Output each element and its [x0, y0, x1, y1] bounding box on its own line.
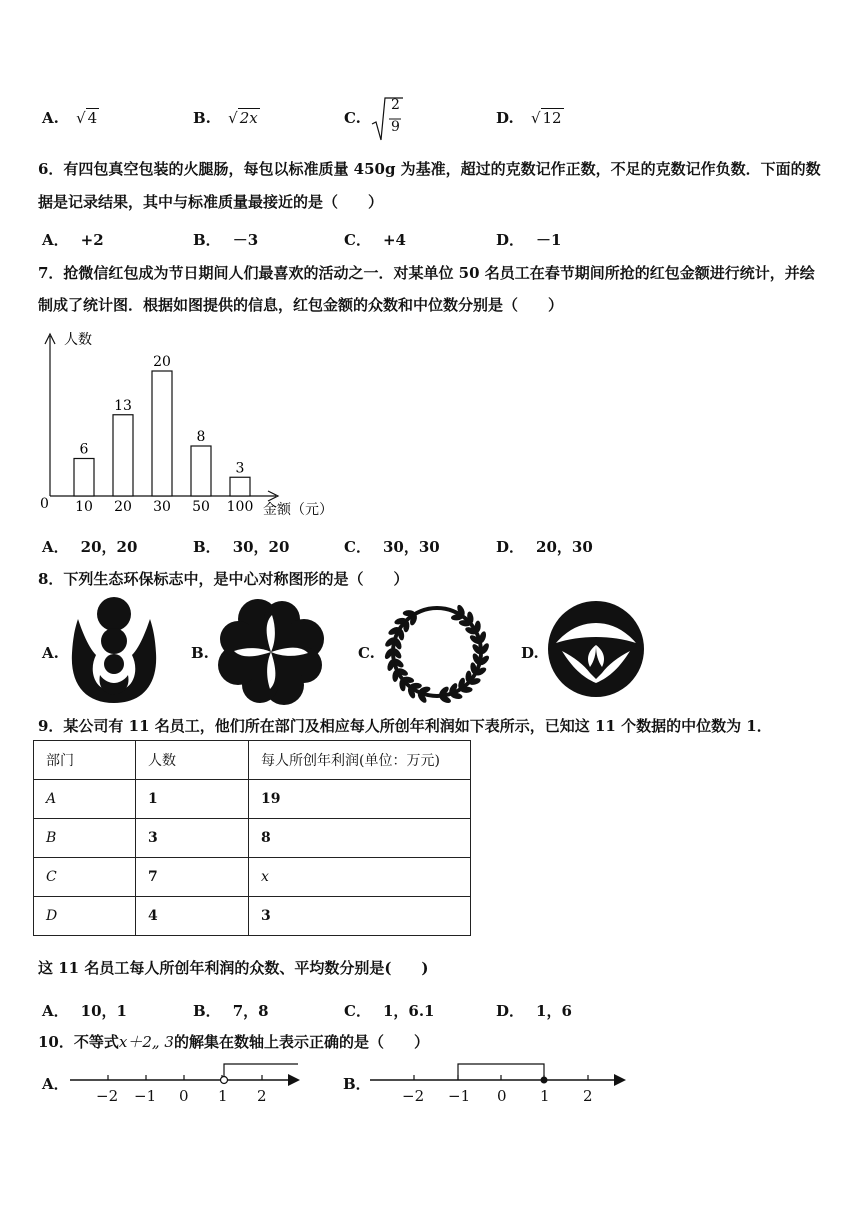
q7-option-a[interactable]: A． 20，20 — [42, 538, 138, 556]
tulip-logo-icon[interactable] — [64, 597, 164, 705]
arrow-right-icon — [288, 1074, 300, 1086]
open-dot-icon — [221, 1077, 228, 1084]
tick-label: 1 — [540, 1087, 550, 1105]
q9-option-b[interactable]: B． 7，8 — [193, 1002, 269, 1020]
bar-10 — [74, 459, 94, 497]
x-tick-label: 20 — [114, 499, 132, 515]
table-header-cell: 部门 — [34, 741, 136, 780]
q6-stem-line1: 6．有四包真空包装的火腿肠，每包以标准质量 450g 为基准，超过的克数记作正数，不足的克数记作负数．下面的数 — [38, 160, 821, 178]
table-cell: D — [34, 897, 136, 936]
q8-stem: 8．下列生态环保标志中，是中心对称图形的是（ ） — [38, 570, 409, 588]
table-cell: 3 — [136, 819, 249, 858]
number-line-a[interactable] — [66, 1058, 306, 1088]
laurel-wreath-logo-icon[interactable] — [382, 597, 492, 707]
tick-label: −1 — [448, 1087, 471, 1105]
arrow-right-icon — [614, 1074, 626, 1086]
table-cell: 1 — [136, 780, 249, 819]
x-tick-label: 100 — [226, 499, 254, 515]
q8-option-b-label[interactable]: B. — [191, 644, 209, 662]
x-tick-label: 50 — [192, 499, 210, 515]
bar-chart — [30, 326, 350, 526]
q8-option-c-label[interactable]: C. — [358, 644, 375, 662]
table-header-cell: 每人所创年利润(单位：万元) — [249, 741, 471, 780]
bar-value-label: 20 — [153, 354, 171, 370]
table-header-row — [34, 741, 471, 780]
table-cell: 19 — [249, 780, 471, 819]
table-cell: C — [34, 858, 136, 897]
q10-stem: 10．不等式x＋2„ 3的解集在数轴上表示正确的是（ ） — [38, 1033, 429, 1051]
y-axis-label: 人数 — [64, 332, 92, 348]
q6-option-a[interactable]: A． +2 — [42, 231, 104, 249]
inequality-expression: x＋2„ 3 — [118, 1033, 174, 1051]
bar-value-label: 13 — [114, 397, 132, 414]
q7-stem-line2: 制成了统计图．根据如图提供的信息，红包金额的众数和中位数分别是（ ） — [38, 296, 564, 314]
q9-option-a[interactable]: A． 10，1 — [42, 1002, 127, 1020]
tick-label: −1 — [134, 1087, 157, 1105]
tick-label: −2 — [96, 1087, 119, 1105]
q10-option-b-label[interactable]: B． — [343, 1075, 371, 1093]
q6-option-d[interactable]: D． －1 — [496, 231, 562, 249]
tick-label: 0 — [179, 1087, 189, 1105]
q8-option-d-label[interactable]: D. — [521, 644, 539, 662]
table-row — [34, 819, 471, 858]
q9-stem-line2: 这 11 名员工每人所创年利润的众数、平均数分别是( ) — [38, 959, 429, 977]
q9-stem: 9．某公司有 11 名员工，他们所在部门及相应每人所创年利润如下表所示，已知这 11 个数据的中位数为 1． — [38, 717, 772, 735]
closed-dot-icon — [541, 1077, 548, 1084]
x-tick-label: 30 — [153, 499, 171, 515]
tick-label: 2 — [583, 1087, 593, 1105]
tick-label: −2 — [402, 1087, 425, 1105]
bar-100 — [230, 477, 250, 496]
tick-label: 2 — [257, 1087, 267, 1105]
table-row — [34, 897, 471, 936]
leaf-circle-logo-icon[interactable] — [546, 599, 646, 699]
q7-option-c[interactable]: C． 30，30 — [344, 538, 440, 556]
table-cell: 8 — [249, 819, 471, 858]
q9-option-c[interactable]: C． 1，6.1 — [344, 1002, 435, 1020]
tick-label: 1 — [218, 1087, 228, 1105]
profit-table — [33, 740, 471, 936]
origin-label: 0 — [40, 496, 49, 512]
bar-30 — [152, 371, 172, 496]
table-cell: 4 — [136, 897, 249, 936]
q5-option-b[interactable]: B. √ 2x — [193, 109, 258, 127]
sqrt-expression: √ 4 — [76, 109, 98, 127]
q5-option-d[interactable]: D. √ 12 — [496, 109, 562, 127]
table-row — [34, 780, 471, 819]
table-cell: B — [34, 819, 136, 858]
four-leaf-logo-icon[interactable] — [216, 597, 326, 707]
sqrt-expression: √ 2x — [228, 109, 258, 127]
q8-option-a-label[interactable]: A. — [42, 644, 59, 662]
bar-value-label: 3 — [235, 460, 245, 477]
table-row — [34, 858, 471, 897]
x-tick-label: 10 — [75, 499, 93, 515]
bar-value-label: 8 — [196, 429, 206, 445]
bar-20 — [113, 415, 133, 496]
number-line-b[interactable] — [368, 1058, 632, 1088]
bar-value-label: 6 — [79, 441, 89, 458]
table-cell: A — [34, 780, 136, 819]
q6-option-b[interactable]: B． －3 — [193, 231, 259, 249]
solution-bracket — [224, 1064, 298, 1080]
table-cell: x — [249, 858, 471, 897]
x-axis-label: 金额（元） — [263, 502, 333, 518]
q6-option-c[interactable]: C． +4 — [344, 231, 406, 249]
table-cell: 3 — [249, 897, 471, 936]
q9-option-d[interactable]: D． 1，6 — [496, 1002, 572, 1020]
q7-option-d[interactable]: D． 20，30 — [496, 538, 593, 556]
tick-label: 0 — [497, 1087, 507, 1105]
q10-option-a-label[interactable]: A． — [42, 1075, 69, 1093]
q6-stem-line2: 据是记录结果，其中与标准质量最接近的是（ ） — [38, 193, 384, 211]
q5-option-a[interactable]: A. √ 4 — [42, 109, 98, 127]
sqrt-expression: √ 12 — [530, 109, 562, 127]
bar-50 — [191, 446, 211, 496]
q7-option-b[interactable]: B． 30，20 — [193, 538, 290, 556]
table-header-cell: 人数 — [136, 741, 249, 780]
table-cell: 7 — [136, 858, 249, 897]
q7-stem-line1: 7．抢微信红包成为节日期间人们最喜欢的活动之一．对某单位 50 名员工在春节期间所抢的红包金额进行统计，并绘 — [38, 264, 815, 282]
